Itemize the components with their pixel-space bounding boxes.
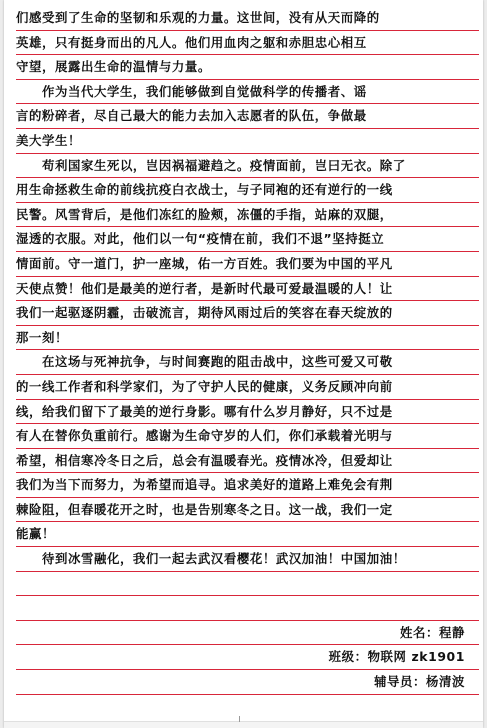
essay-line-text: 民警。风雪背后，是他们冻红的脸颊，冻僵的手指，站麻的双腿， — [16, 206, 393, 222]
essay-line-text: 我们为当下而努力，为希望而追寻。追求美好的道路上难免会有荆 — [16, 477, 393, 493]
essay-line — [16, 80, 479, 105]
essay-line — [16, 129, 479, 154]
essay-line-text: 守望，展露出生命的温情与力量。 — [16, 59, 211, 75]
essay-line-text: 希望，相信寒冷冬日之后，总会有温暖春光。疫情冰冷，但爱却让 — [16, 452, 393, 468]
essay-line — [16, 31, 479, 56]
essay-line-text: 苟利国家生死以，岂因祸福避趋之。疫情面前，岂曰无衣。除了 — [42, 157, 406, 173]
signature-line — [16, 645, 479, 670]
essay-line-text: 天使点赞！他们是最美的逆行者，是新时代最可爱最温暖的人！让 — [16, 280, 393, 296]
signature-name-line: 姓名：程静 — [400, 624, 465, 640]
essay-line-text: 有人在替你负重前行。感谢为生命守岁的人们，你们承载着光明与 — [16, 428, 393, 444]
essay-line — [16, 547, 479, 572]
essay-line — [16, 400, 479, 425]
essay-line — [16, 596, 479, 621]
essay-line-text: 作为当代大学生，我们能够做到自觉做科学的传播者、谣 — [42, 83, 367, 99]
essay-line — [16, 473, 479, 498]
essay-line-text: 线，给我们留下了最美的逆行身影。哪有什么岁月静好，只不过是 — [16, 403, 393, 419]
essay-line — [16, 203, 479, 228]
essay-line — [16, 350, 479, 375]
ruled-text-area — [16, 6, 479, 695]
essay-line — [16, 227, 479, 252]
essay-line — [16, 6, 479, 31]
center-tick-mark — [239, 716, 240, 722]
essay-line — [16, 104, 479, 129]
essay-line — [16, 572, 479, 597]
essay-line — [16, 375, 479, 400]
essay-line-text: 在这场与死神抗争，与时间赛跑的阻击战中，这些可爱又可敬 — [42, 354, 393, 370]
essay-line-text: 言的粉碎者，尽自己最大的能力去加入志愿者的队伍，争做最 — [16, 108, 367, 124]
signature-line — [16, 670, 479, 695]
essay-line-text: 们感受到了生命的坚韧和乐观的力量。这世间，没有从天而降的 — [16, 10, 380, 25]
essay-line — [16, 326, 479, 351]
essay-line-text: 美大学生！ — [16, 132, 81, 148]
essay-line — [16, 178, 479, 203]
essay-line — [16, 301, 479, 326]
paper-sheet — [4, 0, 483, 728]
essay-line — [16, 424, 479, 449]
essay-line-text: 那一刻！ — [16, 329, 68, 345]
essay-line-text: 湿透的衣服。对此，他们以一句“疫情在前，我们不退”坚持挺立 — [16, 231, 385, 247]
essay-line-text: 我们一起驱逐阴霾，击破流言，期待风雨过后的笑容在春天绽放的 — [16, 305, 393, 321]
essay-line — [16, 449, 479, 474]
essay-line-text: 待到冰雪融化，我们一起去武汉看樱花！武汉加油！中国加油！ — [42, 551, 406, 567]
essay-line — [16, 55, 479, 80]
essay-line-text: 用生命拯救生命的前线抗疫白衣战士，与子同袍的还有逆行的一线 — [16, 182, 393, 198]
essay-line — [16, 522, 479, 547]
essay-line-text: 能赢！ — [16, 526, 55, 542]
signature-class-line: 班级：物联网 zk1901 — [328, 649, 465, 665]
essay-line-text: 情面前。守一道门，护一座城，佑一方百姓。我们要为中国的平凡 — [16, 255, 393, 271]
essay-line-text: 英雄，只有挺身而出的凡人。他们用血肉之躯和赤胆忠心相互 — [16, 34, 367, 50]
essay-line — [16, 498, 479, 523]
page-footer-strip — [4, 721, 483, 728]
essay-line — [16, 277, 479, 302]
signature-advisor-line: 辅导员：杨清波 — [374, 674, 465, 690]
essay-line — [16, 154, 479, 179]
essay-line-text: 的一线工作者和科学家们，为了守护人民的健康，义务反顾冲向前 — [16, 378, 393, 394]
signature-line — [16, 621, 479, 646]
essay-line-text: 棘险阻，但春暖花开之时，也是告别寒冬之日。这一战，我们一定 — [16, 501, 393, 517]
essay-line — [16, 252, 479, 277]
